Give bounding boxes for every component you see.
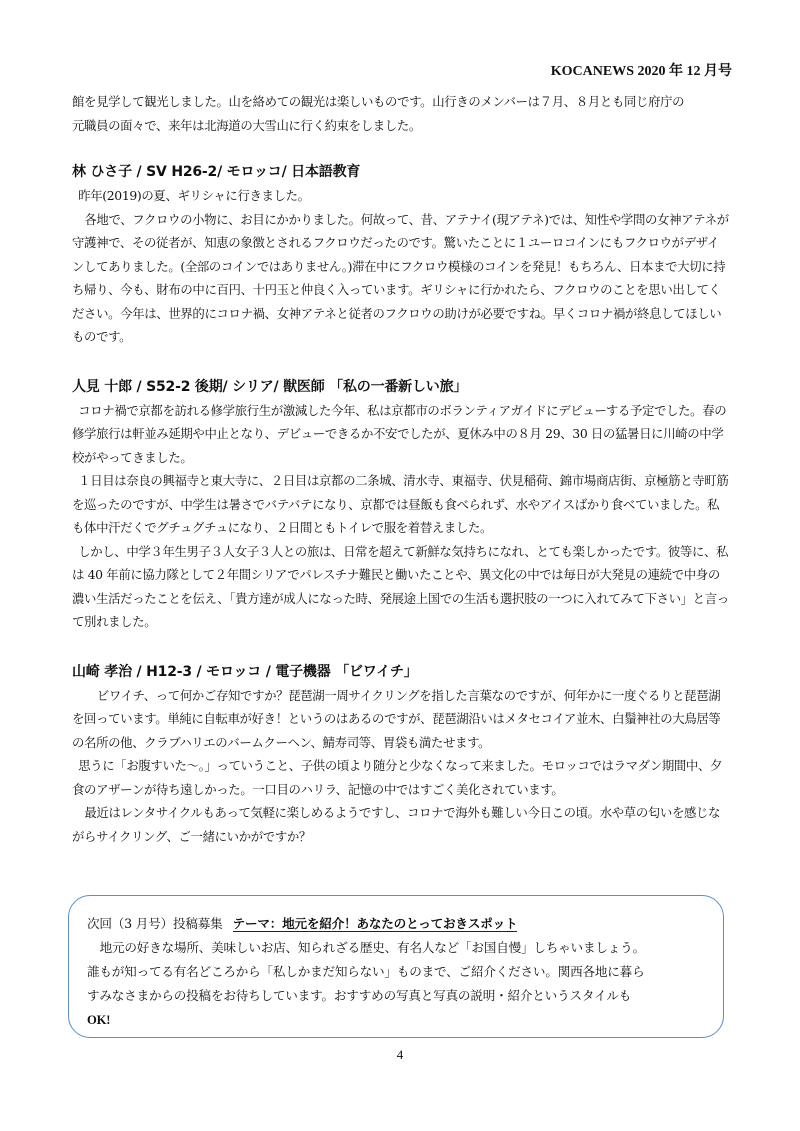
paragraph: １日目は奈良の興福寺と東大寺に、２日目は京都の二条城、清水寺、東福寺、伏見稲荷、錦市場商店街、京極筋と寺町筋を巡ったのですが、中学生は暑さでバテバテになり、京都では昼飯も食べられず、水やアイスばかり食べていました。私も体中汗だくでグチュグチュになり、２日間ともトイレで服を着替えました。 [72, 473, 729, 535]
paragraph: 最近はレンタサイクルもあって気軽に楽しめるようですし、コロナで海外も難しい今日この頃。水や草の匂いを感じながらサイクリング、ご一緒にいかがですか？ [72, 805, 721, 844]
section-title-hayashi: 林 ひさ子 / SV H26-2/ モロッコ/ 日本語教育 [72, 164, 361, 180]
paragraph: 思うに「お腹すいた〜。」っていうこと、子供の頃より随分と少なくなって来ました。モロッコではラマダン期間中、夕食のアザーンが待ち遠しかった。一口目のハリラ、記憶の中ではすごく美化されています。 [72, 758, 723, 797]
notice-line: 地元の好きな場所、美味しいお店、知られざる歴史、有名人など「お国自慢」しちゃいましょう。 [99, 940, 645, 955]
newsletter-issue-header: KOCANEWS 2020 年 12 月号 [550, 64, 732, 79]
notice-line: OK! [87, 1013, 111, 1027]
paragraph: ビワイチ、って何かご存知ですか？琵琶湖一周サイクリングを指した言葉なのですが、何年かに一度ぐるりと琵琶湖を回っています。単純に自転車が好き！というのはあるのですが、琵琶湖沿いはメタセコイア並木、白鬚神社の大鳥居等の名所の他、クラブハリエのバームクーヘン、鯖寿司等、胃袋も満たせます。 [72, 687, 721, 750]
paragraph: コロナ禍で京都を訪れる修学旅行生が激減した今年、私は京都市のボランティアガイドにデビューする予定でした。春の修学旅行は軒並み延期や中止となり、デビューできるか不安でしたが、夏休み中の８月 29、30 日の猛暑日に川崎の中学校がやってきました。 [72, 402, 727, 465]
notice-line: 誰もが知ってる有名どころから「私しかまだ知らない」ものまで、ご紹介ください。関西各地に暮ら [87, 964, 645, 979]
notice-heading [87, 912, 701, 936]
intro-line-1: 館を見学して観光しました。山を絡めての観光は楽しいものです。山行きのメンバーは７月、８月とも同じ府庁の [72, 94, 685, 109]
section-title-yamazaki: 山崎 孝治 / H12-3 / モロッコ / 電子機器 「ビワイチ」 [72, 663, 418, 680]
paragraph: 昨年(2019)の夏、ギリシャに行きました。 [78, 188, 310, 203]
page-number: 4 [396, 1047, 404, 1062]
article-body [72, 90, 730, 848]
paragraph: 各地で、フクロウの小物に、お目にかかりました。何故って、昔、アテナイ(現アテネ)では、知性や学問の女神アテネが守護神で、その従者が、知恵の象徴とされるフクロウだったのです。驚いたことに１ユーロコインにもフクロウがデザインしてありました。(全部のコインではありません。)滞在中にフクロウ模様のコインを発見！もちろん、日本まで大切に持ち帰り、今も、財布の中に百円、十円玉と仲良く入っています。ギリシャに行かれたら、フクロウのことを思い出してください。今年は、世界的にコロナ禍、女神アテネと従者のフクロウの助けが必要ですね。早くコロナ禍が終息してほしいものです。 [72, 211, 729, 344]
notice-label: 次回（3 月号）投稿募集 [87, 916, 223, 931]
intro-line-2: 元職員の面々で、来年は北海道の大雪山に行く約束をしました。 [72, 117, 421, 133]
section-title-hitomi: 人見 十郎 / S52-2 後期/ シリア/ 獣医師 「私の一番新しい旅」 [72, 378, 468, 395]
submission-notice-box [68, 895, 724, 1038]
notice-theme: テーマ：地元を紹介！あなたのとっておきスポット [232, 916, 518, 931]
notice-line: すみなさまからの投稿をお待ちしています。おすすめの写真と写真の説明・紹介というスタイルも [87, 988, 632, 1003]
paragraph: しかし、中学３年生男子３人女子３人との旅は、日常を超えて新鮮な気持ちになれ、とても楽しかったです。彼等に、私は 40 年前に協力隊として２年間シリアでパレスチナ難民と働いたことや、異文化の中では毎日が大発見の連続で中身の濃い生活だったことを伝え、「貴方達が成人になった時、発展途上国での生活も選択肢の一つに入れてみて下さい」と言って別れました。 [72, 543, 729, 629]
